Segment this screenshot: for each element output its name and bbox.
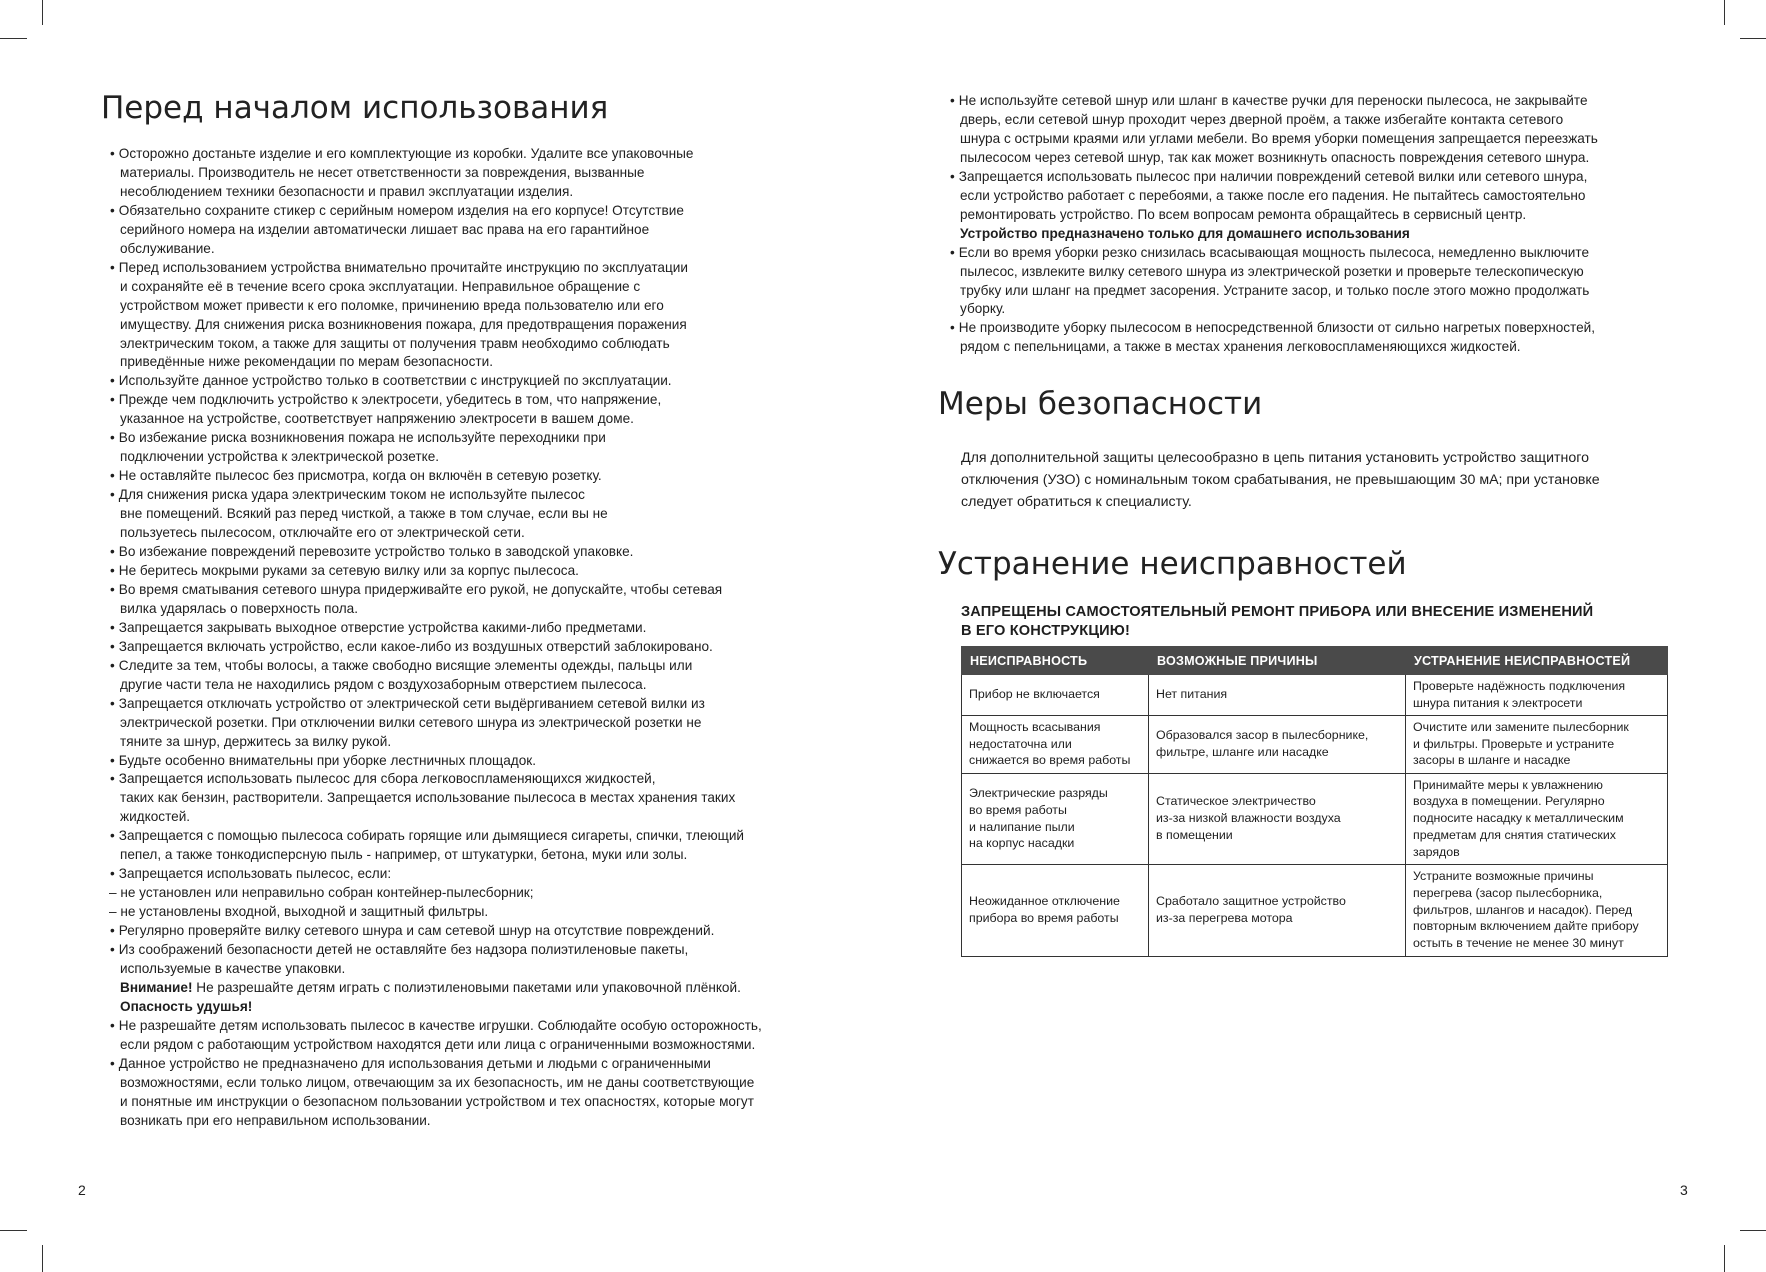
list-item-text: Запрещается с помощью пылесоса собирать горящие или дымящиеся сигареты, спички, тлеющий	[118, 828, 745, 844]
right-bullet-list	[940, 92, 1598, 357]
bullet-icon: •	[110, 146, 115, 161]
bullet-icon: •	[110, 771, 115, 787]
cell-line: Сработало защитное устройство	[1156, 894, 1346, 909]
list-item	[940, 244, 1598, 263]
list-item	[940, 92, 1598, 111]
bullet-icon: •	[110, 923, 115, 939]
cell-line: Неожиданное отключение	[969, 894, 1120, 909]
list-item	[101, 372, 762, 391]
cell-line: перегрева (засор пылесборника,	[1413, 885, 1603, 900]
list-item	[101, 752, 762, 771]
list-item-text: Во избежание повреждений перевозите устройство только в заводской упаковке.	[118, 544, 634, 560]
list-item-text: Не используйте сетевой шнур или шланг в качестве ручки для переноски пылесоса, не закрывайте	[958, 93, 1588, 108]
cell-line: Мощность всасывания	[969, 719, 1101, 734]
list-item	[101, 486, 762, 505]
page-title: Перед началом использования	[101, 90, 609, 126]
list-item	[101, 695, 762, 714]
remedy-cell	[1406, 773, 1668, 864]
list-item-text: Не производите уборку пылесосом в непосредственной близости от сильно нагретых поверхностей,	[958, 320, 1596, 336]
warning-line: В ЕГО КОНСТРУКЦИЮ!	[961, 623, 1130, 639]
list-item	[101, 562, 762, 581]
list-item-continuation: другие части тела не находились рядом с воздухозаборным отверстием пылесоса.	[120, 676, 647, 692]
cell-line: Электрические разряды	[969, 785, 1108, 800]
cell-line: Принимайте меры к увлажнению	[1413, 777, 1603, 792]
bullet-icon: •	[110, 392, 115, 408]
list-item-continuation: материалы. Производитель не несет ответственности за повреждения, вызванные	[120, 164, 645, 180]
list-item	[101, 865, 762, 884]
cell-line: Прибор не включается	[969, 687, 1100, 702]
cause-cell	[1149, 675, 1406, 716]
list-item-continuation: возникать при его неправильном использовании.	[120, 1112, 431, 1128]
list-item	[101, 391, 762, 410]
list-item-continuation: серийного номера на изделии автоматически лишает вас права на его гарантийное	[120, 221, 650, 237]
warning-text: Не разрешайте детям играть с полиэтиленовыми пакетами или упаковочной плёнкой.	[192, 979, 741, 995]
bullet-icon: •	[110, 657, 115, 673]
list-item-text: Используйте данное устройство только в соответствии с инструкцией по эксплуатации.	[118, 373, 672, 389]
crop-mark	[1724, 0, 1725, 25]
bullet-icon: •	[950, 168, 955, 184]
list-item-continuation: несоблюдением техники безопасности и правил эксплуатации изделия.	[120, 183, 574, 199]
bullet-icon: •	[110, 866, 115, 882]
list-item-text: Во время сматывания сетевого шнура придерживайте его рукой, не допускайте, чтобы сетевая	[118, 581, 723, 597]
list-item-continuation: подключении устройства к электрической розетке.	[120, 449, 440, 465]
bullet-icon: •	[110, 468, 115, 484]
warning-label: Внимание!	[120, 979, 193, 995]
list-item	[101, 467, 762, 486]
table-row	[962, 773, 1668, 864]
safety-paragraph	[961, 447, 1600, 513]
bullet-icon: •	[110, 581, 115, 597]
cell-line: прибора во время работы	[969, 911, 1119, 926]
list-item-text: Запрещается отключать устройство от электрической сети выдёргиванием сетевой вилки из	[118, 695, 705, 711]
list-item-text: Перед использованием устройства внимательно прочитайте инструкцию по эксплуатации	[118, 259, 688, 275]
list-item-continuation: электрической розетки. При отключении вилки сетевого шнура из электрической розетки не	[120, 714, 702, 730]
bullet-icon: •	[110, 752, 115, 768]
list-item-text: Если во время уборки резко снизилась всасывающая мощность пылесоса, немедленно выключите	[958, 244, 1590, 260]
list-item-continuation: шнура с острыми краями или углами мебели. Во время уборки помещения запрещается переезжать	[960, 130, 1598, 146]
bullet-icon: •	[950, 244, 955, 260]
list-item-continuation: тяните за шнур, держитесь за вилку рукой.	[120, 733, 392, 749]
cell-line: засоры в шланге и насадке	[1413, 753, 1571, 768]
bullet-icon: •	[110, 544, 115, 560]
crop-mark	[0, 1230, 27, 1231]
fault-cell	[962, 715, 1149, 773]
list-item-text: Запрещается использовать пылесос для сбора легковоспламеняющихся жидкостей,	[118, 771, 656, 787]
list-item	[101, 543, 762, 562]
emphasis-line: Устройство предназначено только для домашнего использования	[960, 225, 1410, 241]
list-item-text: Запрещается закрывать выходное отверстие устройства какими-либо предметами.	[118, 619, 647, 635]
cell-line: фильтре, шланге или насадке	[1156, 745, 1329, 760]
header-causes: ВОЗМОЖНЫЕ ПРИЧИНЫ	[1149, 647, 1406, 675]
list-item-continuation: возможностями, если только лицом, отвечающим за их безопасность, им не даны соответствующие	[120, 1074, 755, 1090]
list-item-text: Запрещается использовать пылесос при наличии повреждений сетевой вилки или сетевого шнура,	[958, 168, 1588, 184]
list-item	[940, 168, 1598, 187]
list-item-continuation: вне помещений. Всякий раз перед чисткой, а также в том случае, если вы не	[120, 506, 608, 522]
list-item-text: Прежде чем подключить устройство к электросети, убедитесь в том, что напряжение,	[118, 392, 662, 408]
cell-line: Статическое электричество	[1156, 794, 1316, 809]
emphasis-line: Опасность удушья!	[120, 998, 253, 1014]
list-item-text: Не разрешайте детям использовать пылесос в качестве игрушки. Соблюдайте особую осторожность,	[118, 1017, 762, 1033]
list-item-continuation: таких как бензин, растворители. Запрещается использование пылесоса в местах хранения таких	[120, 790, 736, 806]
bullet-icon: •	[110, 619, 115, 635]
list-item	[101, 941, 762, 960]
crop-mark	[1740, 1230, 1766, 1231]
list-item	[101, 922, 762, 941]
safety-line: Для дополнительной защиты целесообразно в цепь питания установить устройство защитного	[961, 450, 1589, 466]
bullet-icon: •	[110, 1017, 115, 1033]
table-header-row	[962, 647, 1668, 675]
list-item	[101, 202, 762, 221]
list-item-continuation: и сохраняйте её в течение всего срока эксплуатации. Неправильное обращение с	[120, 278, 641, 294]
troubleshooting-title: Устранение неисправностей	[938, 546, 1407, 582]
fault-cell	[962, 773, 1149, 864]
list-item-continuation: ремонтировать устройство. По всем вопросам ремонта обращайтесь в сервисный центр.	[960, 206, 1527, 222]
list-item-continuation: если устройство работает с перебоями, а также после его падения. Не пытайтесь самостоятельно	[960, 187, 1586, 203]
list-item-continuation: и понятные им инструкции о безопасном пользовании устройством и тех опасностях, которые могут	[120, 1093, 754, 1109]
remedy-cell	[1406, 715, 1668, 773]
fault-cell	[962, 675, 1149, 716]
crop-mark	[0, 38, 27, 39]
warning-line: ЗАПРЕЩЕНЫ САМОСТОЯТЕЛЬНЫЙ РЕМОНТ ПРИБОРА ИЛИ ВНЕСЕНИЕ ИЗМЕНЕНИЙ	[961, 604, 1594, 620]
cell-line: Нет питания	[1156, 687, 1228, 702]
list-item-continuation: используемые в качестве упаковки.	[120, 960, 346, 976]
table-row	[962, 864, 1668, 956]
bullet-icon: •	[950, 320, 955, 336]
cell-line: повторным включением дайте прибору	[1413, 919, 1639, 934]
list-item	[101, 145, 762, 164]
list-item-continuation: уборку.	[960, 301, 1006, 317]
list-subitem: – не установлен или неправильно собран контейнер-пылесборник;	[109, 885, 534, 901]
remedy-cell	[1406, 864, 1668, 956]
remedy-cell	[1406, 675, 1668, 716]
safety-title: Меры безопасности	[938, 386, 1263, 422]
list-item-continuation: рядом с пепельницами, а также в местах хранения легковоспламеняющихся жидкостей.	[960, 339, 1521, 355]
header-fault: НЕИСПРАВНОСТЬ	[962, 647, 1149, 675]
cell-line: Очистите или замените пылесборник	[1413, 719, 1629, 734]
list-item-text: Запрещается включать устройство, если какое-либо из воздушных отверстий заблокировано.	[118, 638, 713, 654]
cell-line: из-за низкой влажности воздуха	[1156, 811, 1341, 826]
list-subitem: – не установлены входной, выходной и защитный фильтры.	[109, 904, 489, 920]
bullet-icon: •	[110, 430, 115, 446]
bullet-icon: •	[110, 373, 115, 389]
bullet-icon: •	[110, 638, 115, 654]
cell-line: из-за перегрева мотора	[1156, 911, 1293, 926]
cause-cell	[1149, 773, 1406, 864]
list-item-continuation: пылесосом через сетевой шнур, так как может возникнуть опасность повреждения сетевого шнура.	[960, 149, 1590, 165]
cell-line: остыть в течение не менее 30 минут	[1413, 936, 1624, 951]
list-item-continuation: жидкостей.	[120, 809, 191, 825]
table-row	[962, 675, 1668, 716]
bullet-icon: •	[110, 562, 115, 578]
list-item-continuation: пылесос, извлеките вилку сетевого шнура из электрической розетки и проверьте телескопическую	[960, 263, 1584, 279]
list-item-continuation: имуществу. Для снижения риска возникновения пожара, для предотвращения поражения	[120, 316, 687, 332]
list-item-continuation: обслуживание.	[120, 240, 215, 256]
warning-line	[101, 979, 762, 998]
bullet-icon: •	[110, 942, 115, 958]
list-item	[101, 1055, 762, 1074]
repair-warning	[961, 603, 1593, 641]
safety-line: отключения (УЗО) с номинальным током срабатывания, не превышающим 30 мА; при установке	[961, 472, 1600, 488]
list-item	[101, 770, 762, 789]
page-number-left: 2	[78, 1182, 86, 1198]
list-item	[940, 319, 1598, 338]
cell-line: Образовался засор в пылесборнике,	[1156, 728, 1369, 743]
cell-line: подносите насадку к металлическим	[1413, 811, 1624, 826]
header-remedy: УСТРАНЕНИЕ НЕИСПРАВНОСТЕЙ	[1406, 647, 1668, 675]
list-item	[101, 827, 762, 846]
list-item-text: Не оставляйте пылесос без присмотра, когда он включён в сетевую розетку.	[118, 468, 602, 484]
troubleshooting-table	[961, 646, 1668, 957]
list-item	[101, 638, 762, 657]
fault-cell	[962, 864, 1149, 956]
cell-line: снижается во время работы	[969, 753, 1131, 768]
cell-line: предметам для снятия статических	[1413, 827, 1616, 842]
list-item-text: Регулярно проверяйте вилку сетевого шнура и сам сетевой шнур на отсутствие повреждений.	[118, 923, 715, 939]
list-item	[101, 619, 762, 638]
list-item-text: Не беритесь мокрыми руками за сетевую вилку или за корпус пылесоса.	[118, 562, 579, 578]
list-item-continuation: приведённые ниже рекомендации по мерам безопасности.	[120, 354, 493, 370]
cell-line: в помещении	[1156, 827, 1233, 842]
list-item-text: Данное устройство не предназначено для использования детьми и людьми с ограниченными	[118, 1055, 711, 1071]
cell-line: воздуха в помещении. Регулярно	[1413, 794, 1605, 809]
list-item-text: Будьте особенно внимательны при уборке лестничных площадок.	[118, 752, 536, 768]
safety-line: следует обратиться к специалисту.	[961, 494, 1192, 510]
list-item-continuation: указанное на устройстве, соответствует напряжению электросети в вашем доме.	[120, 411, 634, 427]
list-item-continuation: пользуетесь пылесосом, отключайте его от электрической сети.	[120, 525, 525, 541]
list-item-text: Запрещается использовать пылесос, если:	[118, 866, 392, 882]
page-number-right: 3	[1680, 1182, 1688, 1198]
cell-line: Устраните возможные причины	[1413, 869, 1594, 884]
list-item	[101, 581, 762, 600]
bullet-icon: •	[110, 1055, 115, 1071]
cause-cell	[1149, 715, 1406, 773]
list-item-text: Во избежание риска возникновения пожара не используйте переходники при	[118, 430, 606, 446]
cell-line: во время работы	[969, 802, 1067, 817]
list-item-text: Обязательно сохраните стикер с серийным номером изделия на его корпусе! Отсутствие	[118, 202, 684, 218]
list-item-continuation: трубку или шланг на предмет засорения. Устраните засор, и только после этого можно продолжать	[960, 282, 1590, 298]
list-item	[101, 429, 762, 448]
cell-line: шнура питания к электросети	[1413, 695, 1583, 710]
bullet-icon: •	[110, 828, 115, 844]
list-item	[101, 259, 762, 278]
cell-line: и налипание пыли	[969, 819, 1075, 834]
cell-line: на корпус насадки	[969, 836, 1075, 851]
crop-mark	[42, 1245, 43, 1272]
crop-mark	[1740, 38, 1766, 39]
crop-mark	[1724, 1245, 1725, 1272]
crop-mark	[42, 0, 43, 25]
bullet-icon: •	[950, 93, 955, 108]
list-item	[101, 1017, 762, 1036]
list-item-continuation: если рядом с работающим устройством находятся дети или лица с ограниченными возможностями.	[120, 1036, 756, 1052]
cause-cell	[1149, 864, 1406, 956]
list-item-continuation: дверь, если сетевой шнур проходит через дверной проём, а также избегайте контакта сетевого	[960, 111, 1564, 127]
list-item-continuation: устройством может привести к его поломке, причинению вреда пользователю или его	[120, 297, 664, 313]
bullet-icon: •	[110, 695, 115, 711]
left-bullet-list	[101, 145, 762, 1131]
cell-line: Проверьте надёжность подключения	[1413, 679, 1626, 693]
bullet-icon: •	[110, 487, 115, 503]
list-item-text: Осторожно достаньте изделие и его комплектующие из коробки. Удалите все упаковочные	[118, 146, 694, 161]
table-row	[962, 715, 1668, 773]
list-item-continuation: пепел, а также тонкодисперсную пыль - например, от штукатурки, бетона, муки или золы.	[120, 847, 688, 863]
list-item-continuation: электрическим током, а также для защиты от получения травм необходимо соблюдать	[120, 335, 670, 351]
list-item-text: Для снижения риска удара электрическим током не используйте пылесос	[118, 487, 585, 503]
cell-line: и фильтры. Проверьте и устраните	[1413, 736, 1615, 751]
cell-line: зарядов	[1413, 844, 1460, 859]
cell-line: фильтров, шлангов и насадок). Перед	[1413, 902, 1633, 917]
cell-line: недостаточна или	[969, 736, 1072, 751]
bullet-icon: •	[110, 259, 115, 275]
list-item-text: Следите за тем, чтобы волосы, а также свободно висящие элементы одежды, пальцы или	[118, 657, 693, 673]
list-item-text: Из соображений безопасности детей не оставляйте без надзора полиэтиленовые пакеты,	[118, 942, 689, 958]
bullet-icon: •	[110, 202, 115, 218]
list-item-continuation: вилка ударялась о поверхность пола.	[120, 600, 359, 616]
list-item	[101, 657, 762, 676]
